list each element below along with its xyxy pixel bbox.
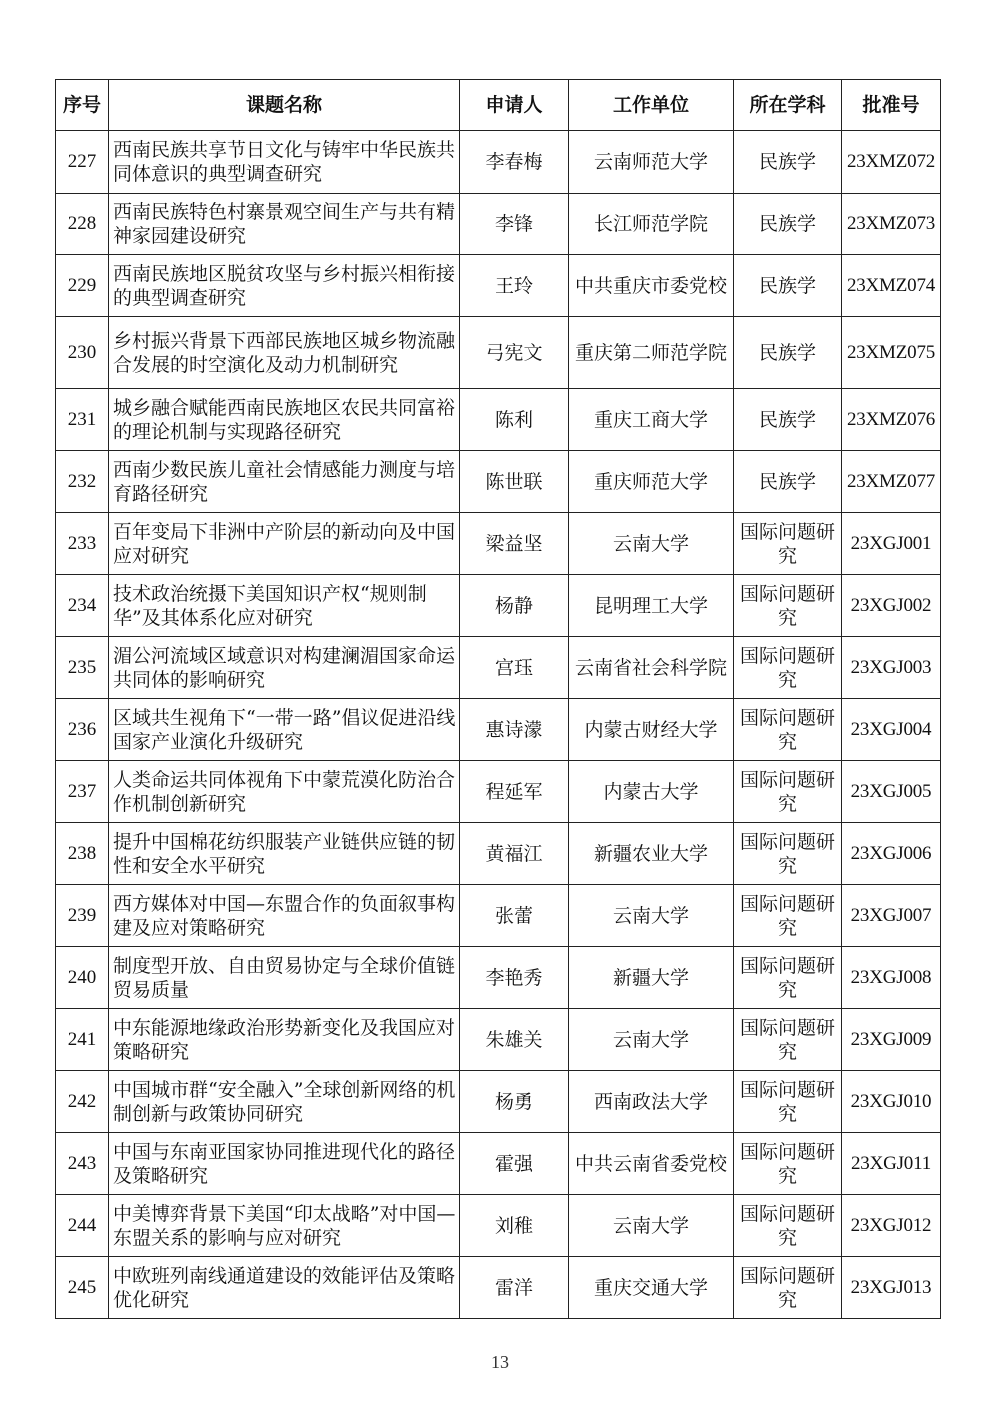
cell-title: 西南少数民族儿童社会情感能力测度与培育路径研究 — [109, 451, 460, 513]
table-row — [56, 1009, 941, 1071]
cell-applicant: 刘稚 — [460, 1195, 569, 1257]
table-row — [56, 317, 941, 389]
table-row — [56, 885, 941, 947]
cell-subject: 国际问题研究 — [734, 1133, 842, 1195]
cell-no: 231 — [56, 389, 109, 451]
cell-unit: 云南大学 — [569, 885, 734, 947]
cell-unit: 中共云南省委党校 — [569, 1133, 734, 1195]
table-row — [56, 1257, 941, 1319]
cell-no: 237 — [56, 761, 109, 823]
cell-title: 中东能源地缘政治形势新变化及我国应对策略研究 — [109, 1009, 460, 1071]
cell-code: 23XGJ010 — [842, 1071, 941, 1133]
cell-code: 23XMZ072 — [842, 131, 941, 194]
cell-no: 228 — [56, 194, 109, 255]
table-row — [56, 194, 941, 255]
cell-subject: 民族学 — [734, 131, 842, 194]
cell-no: 238 — [56, 823, 109, 885]
cell-subject: 国际问题研究 — [734, 761, 842, 823]
header-cell-unit: 工作单位 — [569, 80, 734, 131]
cell-title: 西南民族共享节日文化与铸牢中华民族共同体意识的典型调查研究 — [109, 131, 460, 194]
cell-code: 23XMZ075 — [842, 317, 941, 389]
table-row — [56, 1071, 941, 1133]
cell-applicant: 陈利 — [460, 389, 569, 451]
cell-unit: 新疆农业大学 — [569, 823, 734, 885]
cell-no: 236 — [56, 699, 109, 761]
cell-code: 23XMZ076 — [842, 389, 941, 451]
cell-unit: 西南政法大学 — [569, 1071, 734, 1133]
header-cell-subject: 所在学科 — [734, 80, 842, 131]
cell-subject: 国际问题研究 — [734, 637, 842, 699]
cell-no: 242 — [56, 1071, 109, 1133]
cell-title: 百年变局下非洲中产阶层的新动向及中国应对研究 — [109, 513, 460, 575]
header-cell-code: 批准号 — [842, 80, 941, 131]
cell-unit: 内蒙古财经大学 — [569, 699, 734, 761]
table-row — [56, 823, 941, 885]
cell-applicant: 梁益坚 — [460, 513, 569, 575]
cell-applicant: 霍强 — [460, 1133, 569, 1195]
cell-subject: 国际问题研究 — [734, 1257, 842, 1319]
cell-title: 乡村振兴背景下西部民族地区城乡物流融合发展的时空演化及动力机制研究 — [109, 317, 460, 389]
cell-no: 240 — [56, 947, 109, 1009]
cell-code: 23XGJ002 — [842, 575, 941, 637]
cell-applicant: 朱雄关 — [460, 1009, 569, 1071]
cell-subject: 国际问题研究 — [734, 947, 842, 1009]
cell-code: 23XGJ013 — [842, 1257, 941, 1319]
cell-applicant: 程延军 — [460, 761, 569, 823]
table-row — [56, 255, 941, 317]
table-row — [56, 1133, 941, 1195]
cell-unit: 云南大学 — [569, 1009, 734, 1071]
cell-title: 中国城市群“安全融入”全球创新网络的机制创新与政策协同研究 — [109, 1071, 460, 1133]
cell-code: 23XGJ011 — [842, 1133, 941, 1195]
cell-applicant: 宫珏 — [460, 637, 569, 699]
cell-no: 239 — [56, 885, 109, 947]
cell-applicant: 杨勇 — [460, 1071, 569, 1133]
cell-no: 244 — [56, 1195, 109, 1257]
cell-title: 西南民族地区脱贫攻坚与乡村振兴相衔接的典型调查研究 — [109, 255, 460, 317]
header-cell-no: 序号 — [56, 80, 109, 131]
table-row — [56, 761, 941, 823]
cell-applicant: 张蕾 — [460, 885, 569, 947]
cell-unit: 重庆师范大学 — [569, 451, 734, 513]
cell-applicant: 李春梅 — [460, 131, 569, 194]
cell-applicant: 王玲 — [460, 255, 569, 317]
table-row — [56, 389, 941, 451]
table-row — [56, 947, 941, 1009]
cell-unit: 重庆第二师范学院 — [569, 317, 734, 389]
table-row — [56, 575, 941, 637]
table-row — [56, 637, 941, 699]
cell-title: 湄公河流域区域意识对构建澜湄国家命运共同体的影响研究 — [109, 637, 460, 699]
cell-subject: 国际问题研究 — [734, 1195, 842, 1257]
cell-subject: 民族学 — [734, 451, 842, 513]
cell-unit: 云南省社会科学院 — [569, 637, 734, 699]
cell-no: 229 — [56, 255, 109, 317]
cell-applicant: 黄福江 — [460, 823, 569, 885]
table-row — [56, 131, 941, 194]
cell-no: 230 — [56, 317, 109, 389]
cell-code: 23XGJ008 — [842, 947, 941, 1009]
cell-code: 23XMZ077 — [842, 451, 941, 513]
cell-code: 23XGJ006 — [842, 823, 941, 885]
cell-title: 西方媒体对中国—东盟合作的负面叙事构建及应对策略研究 — [109, 885, 460, 947]
cell-title: 中国与东南亚国家协同推进现代化的路径及策略研究 — [109, 1133, 460, 1195]
header-row — [56, 80, 941, 131]
cell-applicant: 陈世联 — [460, 451, 569, 513]
cell-applicant: 李锋 — [460, 194, 569, 255]
cell-code: 23XMZ073 — [842, 194, 941, 255]
cell-title: 中美博弈背景下美国“印太战略”对中国—东盟关系的影响与应对研究 — [109, 1195, 460, 1257]
cell-code: 23XMZ074 — [842, 255, 941, 317]
cell-unit: 云南师范大学 — [569, 131, 734, 194]
page-number: 13 — [491, 1352, 509, 1372]
cell-title: 中欧班列南线通道建设的效能评估及策略优化研究 — [109, 1257, 460, 1319]
project-table — [55, 79, 941, 1319]
cell-subject: 国际问题研究 — [734, 823, 842, 885]
header-cell-title: 课题名称 — [109, 80, 460, 131]
cell-subject: 国际问题研究 — [734, 1009, 842, 1071]
cell-unit: 重庆交通大学 — [569, 1257, 734, 1319]
cell-subject: 民族学 — [734, 317, 842, 389]
cell-subject: 民族学 — [734, 194, 842, 255]
cell-title: 提升中国棉花纺织服装产业链供应链的韧性和安全水平研究 — [109, 823, 460, 885]
cell-unit: 中共重庆市委党校 — [569, 255, 734, 317]
table-row — [56, 1195, 941, 1257]
cell-code: 23XGJ005 — [842, 761, 941, 823]
cell-subject: 国际问题研究 — [734, 699, 842, 761]
cell-title: 城乡融合赋能西南民族地区农民共同富裕的理论机制与实现路径研究 — [109, 389, 460, 451]
cell-no: 232 — [56, 451, 109, 513]
cell-title: 人类命运共同体视角下中蒙荒漠化防治合作机制创新研究 — [109, 761, 460, 823]
cell-code: 23XGJ012 — [842, 1195, 941, 1257]
cell-no: 241 — [56, 1009, 109, 1071]
cell-subject: 国际问题研究 — [734, 1071, 842, 1133]
cell-unit: 内蒙古大学 — [569, 761, 734, 823]
cell-no: 235 — [56, 637, 109, 699]
table-row — [56, 451, 941, 513]
header-cell-applicant: 申请人 — [460, 80, 569, 131]
cell-applicant: 杨静 — [460, 575, 569, 637]
cell-unit: 长江师范学院 — [569, 194, 734, 255]
cell-applicant: 惠诗濛 — [460, 699, 569, 761]
cell-title: 制度型开放、自由贸易协定与全球价值链贸易质量 — [109, 947, 460, 1009]
cell-applicant: 雷洋 — [460, 1257, 569, 1319]
cell-code: 23XGJ004 — [842, 699, 941, 761]
cell-no: 227 — [56, 131, 109, 194]
cell-title: 西南民族特色村寨景观空间生产与共有精神家园建设研究 — [109, 194, 460, 255]
cell-applicant: 弓宪文 — [460, 317, 569, 389]
cell-no: 245 — [56, 1257, 109, 1319]
cell-unit: 新疆大学 — [569, 947, 734, 1009]
cell-subject: 民族学 — [734, 255, 842, 317]
cell-code: 23XGJ001 — [842, 513, 941, 575]
cell-no: 233 — [56, 513, 109, 575]
cell-unit: 重庆工商大学 — [569, 389, 734, 451]
cell-unit: 昆明理工大学 — [569, 575, 734, 637]
table-row — [56, 513, 941, 575]
cell-unit: 云南大学 — [569, 1195, 734, 1257]
cell-subject: 国际问题研究 — [734, 575, 842, 637]
cell-code: 23XGJ007 — [842, 885, 941, 947]
cell-applicant: 李艳秀 — [460, 947, 569, 1009]
cell-no: 234 — [56, 575, 109, 637]
cell-subject: 国际问题研究 — [734, 513, 842, 575]
cell-code: 23XGJ003 — [842, 637, 941, 699]
cell-subject: 国际问题研究 — [734, 885, 842, 947]
cell-subject: 民族学 — [734, 389, 842, 451]
cell-title: 区域共生视角下“一带一路”倡议促进沿线国家产业演化升级研究 — [109, 699, 460, 761]
cell-unit: 云南大学 — [569, 513, 734, 575]
cell-no: 243 — [56, 1133, 109, 1195]
table-row — [56, 699, 941, 761]
cell-title: 技术政治统摄下美国知识产权“规则制华”及其体系化应对研究 — [109, 575, 460, 637]
cell-code: 23XGJ009 — [842, 1009, 941, 1071]
